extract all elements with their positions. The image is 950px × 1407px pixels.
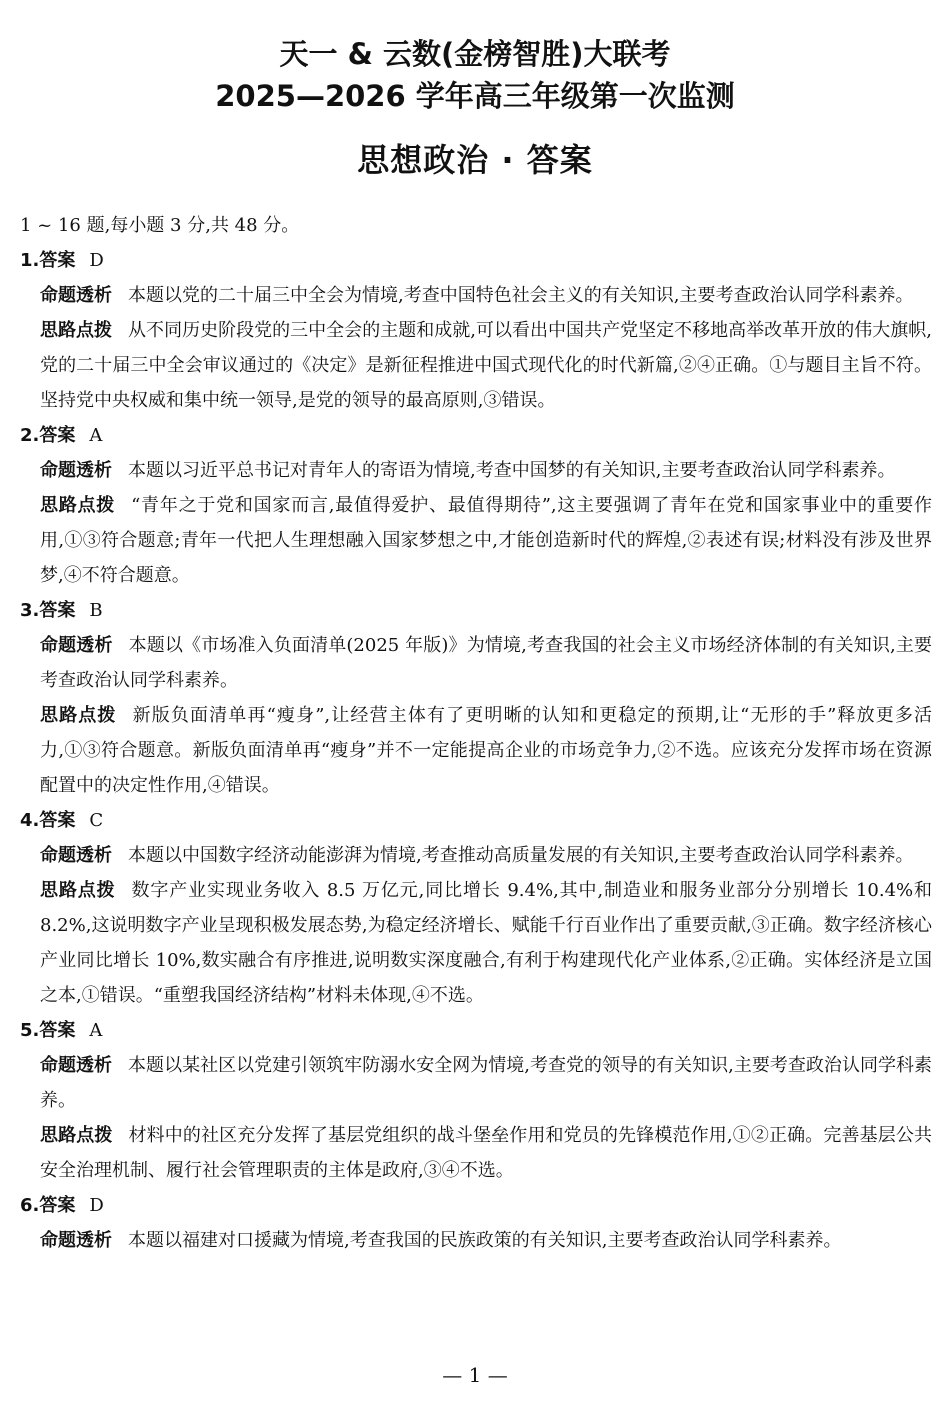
analysis-text: 本题以习近平总书记对青年人的寄语为情境,考查中国梦的有关知识,主要考查政治认同学科素养。 bbox=[128, 460, 896, 481]
answer-value: C bbox=[89, 810, 104, 831]
analysis-paragraph bbox=[20, 838, 932, 873]
analysis-paragraph bbox=[20, 1048, 932, 1118]
question-block bbox=[20, 243, 932, 418]
page-number: — 1 — bbox=[442, 1363, 508, 1387]
question-block bbox=[20, 593, 932, 803]
question-header bbox=[20, 1013, 932, 1048]
question-block bbox=[20, 418, 932, 593]
answer-label: 答案 bbox=[39, 1195, 76, 1216]
answer-label: 答案 bbox=[39, 1020, 76, 1041]
question-header bbox=[20, 803, 932, 838]
guide-paragraph bbox=[20, 1118, 932, 1188]
analysis-text: 本题以党的二十届三中全会为情境,考查中国特色社会主义的有关知识,主要考查政治认同学科素养。 bbox=[128, 285, 914, 306]
answer-content bbox=[20, 208, 932, 1258]
guide-text: 材料中的社区充分发挥了基层党组织的战斗堡垒作用和党员的先锋模范作用,①②正确。完善基层公共安全治理机制、履行社会管理职责的主体是政府,③④不选。 bbox=[40, 1125, 933, 1181]
analysis-paragraph bbox=[20, 628, 932, 698]
analysis-label: 命题透析 bbox=[40, 845, 112, 866]
guide-label: 思路点拨 bbox=[40, 320, 113, 341]
analysis-label: 命题透析 bbox=[40, 1230, 112, 1251]
guide-paragraph bbox=[20, 488, 932, 593]
answer-label: 答案 bbox=[39, 810, 76, 831]
answer-label: 答案 bbox=[39, 425, 76, 446]
guide-text: 数字产业实现业务收入 8.5 万亿元,同比增长 9.4%,其中,制造业和服务业部分分别增长 10.4%和 8.2%,这说明数字产业呈现积极发展态势,为稳定经济增长、赋能千行百业作出了重要贡献,③正确。数字经济核心产业同比增长 10%,数实融合有序推进,说明数实深度融合,有利于构建现代化产业体系,②正确。实体经济是立国之本,①错误。“重塑我国经济结构”材料未体现,④不选。 bbox=[40, 880, 933, 1006]
question-header bbox=[20, 593, 932, 628]
question-number: 4. bbox=[20, 810, 40, 831]
analysis-label: 命题透析 bbox=[40, 635, 113, 656]
question-block bbox=[20, 1013, 932, 1188]
answer-value: D bbox=[89, 250, 104, 271]
question-header bbox=[20, 243, 932, 278]
analysis-paragraph bbox=[20, 278, 932, 313]
guide-text: 从不同历史阶段党的三中全会的主题和成就,可以看出中国共产党坚定不移地高举改革开放的伟大旗帜,党的二十届三中全会审议通过的《决定》是新征程推进中国式现代化的时代新篇,②④正确。①与题目主旨不符。坚持党中央权威和集中统一领导,是党的领导的最高原则,③错误。 bbox=[40, 320, 932, 411]
answer-value: B bbox=[89, 600, 103, 621]
question-number: 3. bbox=[20, 600, 40, 621]
question-block bbox=[20, 803, 932, 1013]
question-number: 5. bbox=[20, 1020, 40, 1041]
exam-title: 天一 & 云数(金榜智胜)大联考 bbox=[279, 37, 671, 71]
analysis-text: 本题以《市场准入负面清单(2025 年版)》为情境,考查我国的社会主义市场经济体制的有关知识,主要考查政治认同学科素养。 bbox=[40, 635, 933, 691]
question-block bbox=[20, 1188, 932, 1258]
analysis-label: 命题透析 bbox=[40, 1055, 113, 1076]
guide-label: 思路点拨 bbox=[40, 1125, 113, 1146]
question-number: 2. bbox=[20, 425, 40, 446]
section-intro: 1 ~ 16 题,每小题 3 分,共 48 分。 bbox=[20, 215, 300, 236]
analysis-text: 本题以福建对口援藏为情境,考查我国的民族政策的有关知识,主要考查政治认同学科素养。 bbox=[128, 1230, 842, 1251]
guide-text: 新版负面清单再“瘦身”,让经营主体有了更明晰的认知和更稳定的预期,让“无形的手”释放更多活力,①③符合题意。新版负面清单再“瘦身”并不一定能提高企业的市场竞争力,②不选。应该充分发挥市场在资源配置中的决定性作用,④错误。 bbox=[40, 705, 933, 796]
answer-value: D bbox=[89, 1195, 104, 1216]
analysis-label: 命题透析 bbox=[40, 285, 112, 306]
guide-text: “青年之于党和国家而言,最值得爱护、最值得期待”,这主要强调了青年在党和国家事业中的重要作用,①③符合题意;青年一代把人生理想融入国家梦想之中,才能创造新时代的辉煌,②表述有误;材料没有涉及世界梦,④不符合题意。 bbox=[40, 495, 933, 586]
exam-subtitle: 2025—2026 学年高三年级第一次监测 bbox=[215, 79, 735, 113]
answer-value: A bbox=[89, 1020, 103, 1041]
guide-label: 思路点拨 bbox=[40, 880, 116, 901]
guide-label: 思路点拨 bbox=[40, 495, 116, 516]
guide-label: 思路点拨 bbox=[40, 705, 117, 726]
guide-paragraph bbox=[20, 313, 932, 418]
question-number: 6. bbox=[20, 1195, 40, 1216]
guide-paragraph bbox=[20, 873, 932, 1013]
answer-label: 答案 bbox=[39, 600, 76, 621]
question-header bbox=[20, 1188, 932, 1223]
analysis-paragraph bbox=[20, 453, 932, 488]
analysis-text: 本题以某社区以党建引领筑牢防溺水安全网为情境,考查党的领导的有关知识,主要考查政治认同学科素养。 bbox=[40, 1055, 932, 1111]
answer-value: A bbox=[89, 425, 103, 446]
guide-paragraph bbox=[20, 698, 932, 803]
answer-label: 答案 bbox=[39, 250, 76, 271]
analysis-paragraph bbox=[20, 1223, 932, 1258]
analysis-text: 本题以中国数字经济动能澎湃为情境,考查推动高质量发展的有关知识,主要考查政治认同学科素养。 bbox=[128, 845, 914, 866]
subject-title: 思想政治 · 答案 bbox=[357, 141, 593, 179]
question-number: 1. bbox=[20, 250, 40, 271]
question-header bbox=[20, 418, 932, 453]
analysis-label: 命题透析 bbox=[40, 460, 112, 481]
